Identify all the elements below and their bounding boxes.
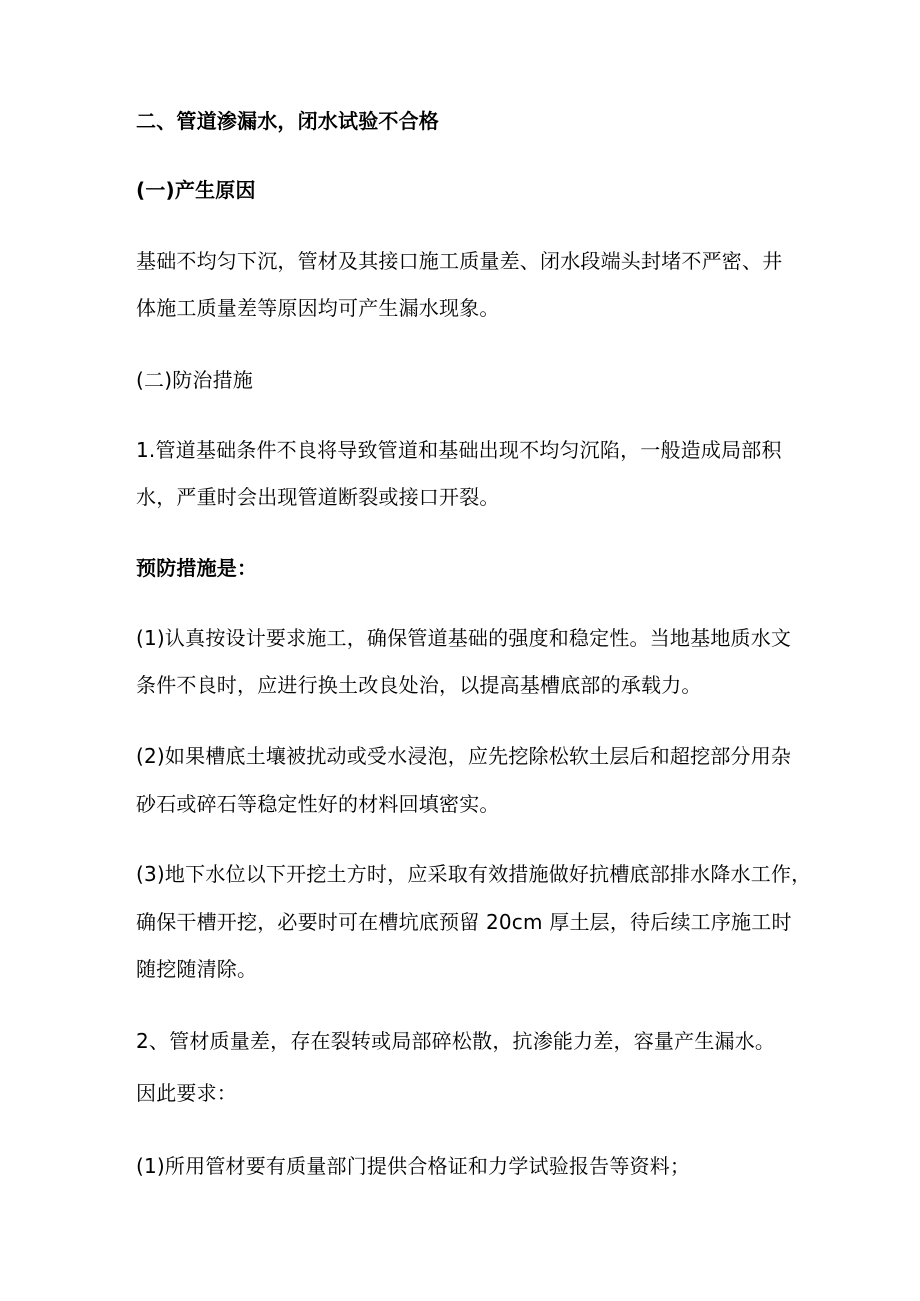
item-2-line: 因此要求：	[136, 1081, 237, 1105]
requirement-1-line: (1)所用管材要有质量部门提供合格证和力学试验报告等资料；	[136, 1154, 691, 1178]
prevention-heading: (二)防治措施	[136, 368, 254, 392]
measure-3-line: 随挖随清除。	[136, 957, 258, 981]
cause-text-line: 体施工质量差等原因均可产生漏水现象。	[136, 296, 500, 320]
item-2-line: 2、管材质量差，存在裂转或局部碎松散，抗渗能力差，容量产生漏水。	[136, 1029, 776, 1053]
measure-1-line: (1)认真按设计要求施工，确保管道基础的强度和稳定性。当地基地质水文	[136, 626, 792, 650]
measure-1-line: 条件不良时，应进行换土改良处治，以提高基槽底部的承载力。	[136, 673, 702, 697]
cause-text-line: 基础不均匀下沉，管材及其接口施工质量差、闭水段端头封堵不严密、井	[136, 249, 783, 273]
cause-heading: (一)产生原因	[136, 178, 256, 202]
item-1-line: 水，严重时会出现管道断裂或接口开裂。	[136, 485, 500, 509]
measure-3-line: (3)地下水位以下开挖土方时，应采取有效措施做好抗槽底部排水降水工作，	[136, 862, 812, 886]
measure-2-line: (2)如果槽底土壤被扰动或受水浸泡，应先挖除松软土层后和超挖部分用杂	[136, 744, 792, 768]
measure-2-line: 砂石或碎石等稳定性好的材料回填密实。	[136, 792, 500, 816]
measures-heading: 预防措施是：	[136, 556, 258, 580]
section-heading: 二、管道渗漏水，闭水试验不合格	[136, 109, 439, 133]
measure-3-line: 确保干槽开挖，必要时可在槽坑底预留 20cm 厚土层，待后续工序施工时	[136, 910, 792, 934]
item-1-line: 1.管道基础条件不良将导致管道和基础出现不均匀沉陷，一般造成局部积	[136, 438, 782, 462]
